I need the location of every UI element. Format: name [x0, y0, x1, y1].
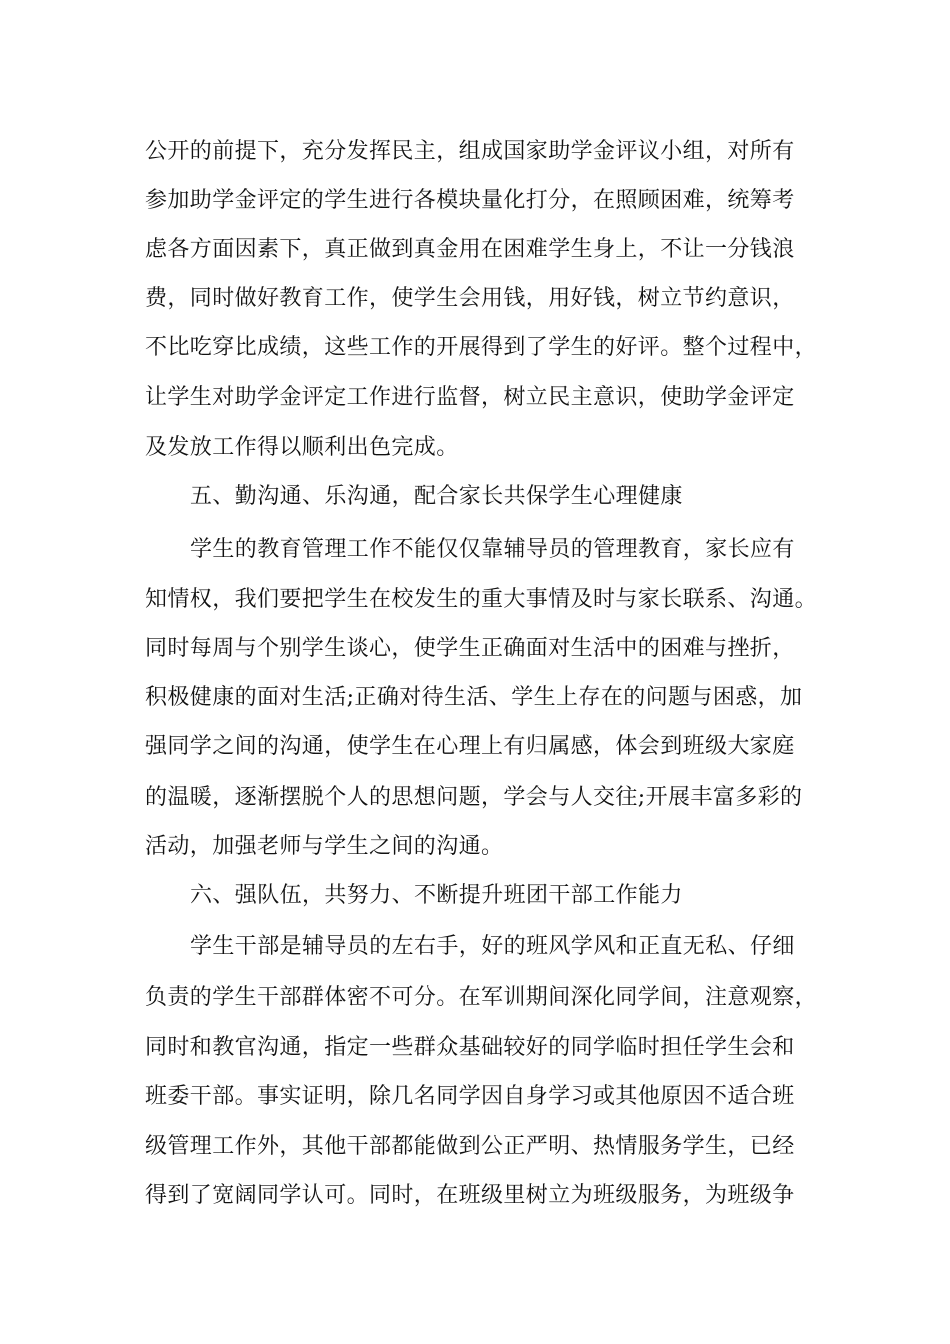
text-line: 费，同时做好教育工作，使学生会用钱，用好钱，树立节约意识，	[145, 286, 795, 311]
text-line: 负责的学生干部群体密不可分。在军训期间深化同学间，注意观察，	[145, 985, 818, 1010]
text-line: 学生干部是辅导员的左右手，好的班风学风和正直无私、仔细	[190, 934, 795, 959]
text-line: 参加助学金评定的学生进行各模块量化打分，在照顾困难，统筹考	[145, 188, 795, 213]
text-line: 强同学之间的沟通，使学生在心理上有归属感，体会到班级大家庭	[145, 734, 795, 759]
text-line: 得到了宽阔同学认可。同时，在班级里树立为班级服务，为班级争	[145, 1183, 795, 1208]
text-line: 学生的教育管理工作不能仅仅靠辅导员的管理教育，家长应有	[190, 537, 795, 562]
text-line: 不比吃穿比成绩，这些工作的开展得到了学生的好评。整个过程中，	[145, 335, 818, 360]
text-line: 同时每周与个别学生谈心，使学生正确面对生活中的困难与挫折，	[145, 636, 795, 661]
text-line: 同时和教官沟通，指定一些群众基础较好的同学临时担任学生会和	[145, 1035, 795, 1060]
text-line: 班委干部。事实证明，除几名同学因自身学习或其他原因不适合班	[145, 1084, 795, 1109]
text-line: 级管理工作外，其他干部都能做到公正严明、热情服务学生，已经	[145, 1134, 795, 1159]
text-line: 公开的前提下，充分发挥民主，组成国家助学金评议小组，对所有	[145, 139, 795, 164]
text-line: 活动，加强老师与学生之间的沟通。	[145, 834, 504, 859]
text-line: 的温暖，逐渐摆脱个人的思想问题，学会与人交往;开展丰富多彩的	[145, 785, 803, 810]
text-line: 知情权，我们要把学生在校发生的重大事情及时与家长联系、沟通。	[145, 587, 818, 612]
text-line: 让学生对助学金评定工作进行监督，树立民主意识，使助学金评定	[145, 385, 795, 410]
text-line: 虑各方面因素下，真正做到真金用在困难学生身上，不让一分钱浪	[145, 237, 795, 262]
text-line: 积极健康的面对生活;正确对待生活、学生上存在的问题与困惑，加	[145, 685, 803, 710]
section-heading-5: 五、勤沟通、乐沟通，配合家长共保学生心理健康	[190, 484, 683, 509]
text-line: 及发放工作得以顺利出色完成。	[145, 435, 459, 460]
section-heading-6: 六、强队伍，共努力、不断提升班团干部工作能力	[190, 883, 683, 908]
